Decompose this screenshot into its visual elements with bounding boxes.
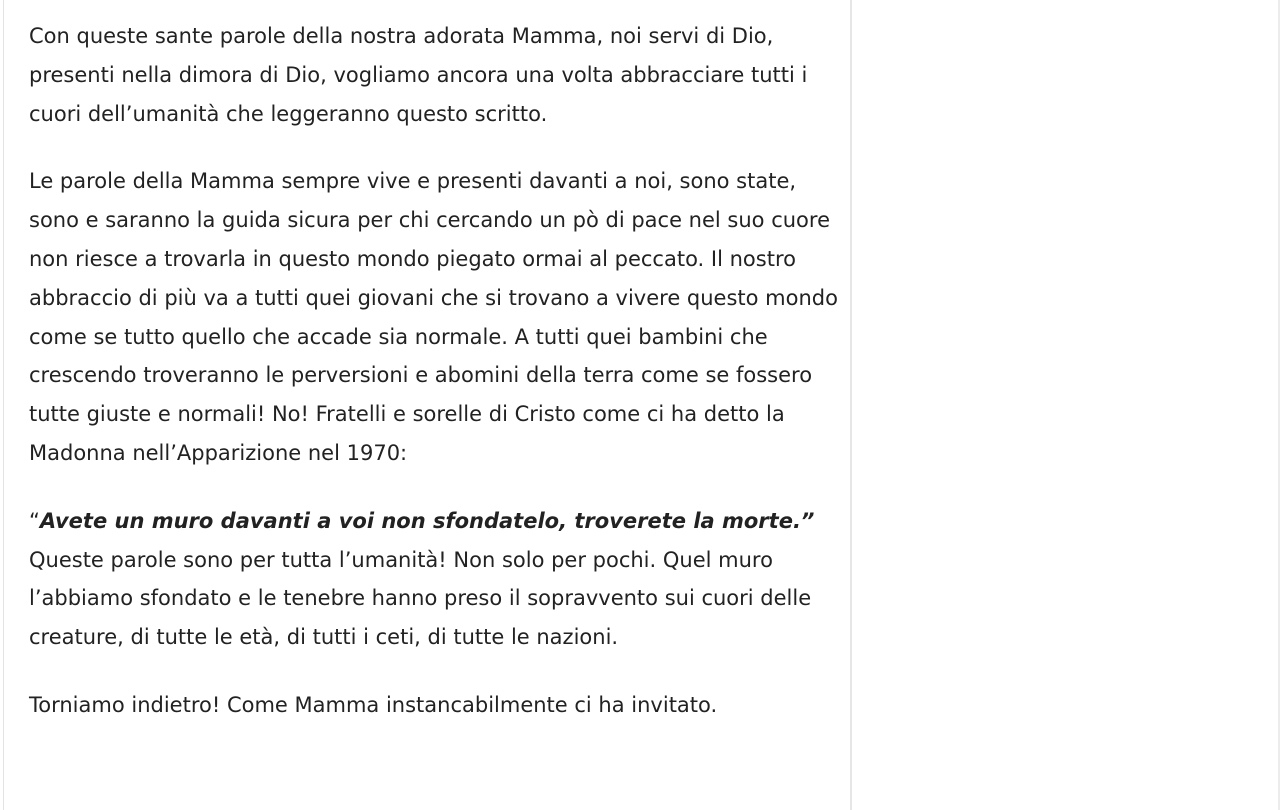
paragraph-1: Con queste sante parole della nostra adorata Mamma, noi servi di Dio, presenti nella dimora di Dio, vogliamo ancora una volta abbracciare tutti i cuori dell’umanità che leggeranno questo scritto. xyxy=(29,24,808,126)
article-column xyxy=(4,0,852,810)
sidebar xyxy=(854,0,1278,810)
article-body xyxy=(29,17,839,754)
right-border xyxy=(1278,0,1280,810)
paragraph-4: Torniamo indietro! Come Mamma instancabilmente ci ha invitato. xyxy=(29,692,718,717)
quoted-apparition-text: Avete un muro davanti a voi non sfondatelo, troverete la morte.” xyxy=(39,508,815,533)
paragraph-3-rest: Queste parole sono per tutta l’umanità! Non solo per pochi. Quel muro l’abbiamo sfondato e le tenebre hanno preso il sopravvento sui cuori delle creature, di tutte le età, di tutti i ceti, di tutte le nazioni. xyxy=(29,547,812,650)
paragraph-3 xyxy=(29,502,839,657)
paragraph-2: Le parole della Mamma sempre vive e presenti davanti a noi, sono state, sono e saranno la guida sicura per chi cercando un pò di pace nel suo cuore non riesce a trovarla in questo mondo piegato ormai al peccato. Il nostro abbraccio di più va a tutti quei giovani che si trovano a vivere questo mondo come se tutto quello che accade sia normale. A tutti quei bambini che crescendo troveranno le perversioni e abomini della terra come se fossero tutte giuste e normali! No! Fratelli e sorelle di Cristo come ci ha detto la Madonna nell’Apparizione nel 1970: xyxy=(29,169,838,465)
open-quote-mark: “ xyxy=(29,508,40,533)
